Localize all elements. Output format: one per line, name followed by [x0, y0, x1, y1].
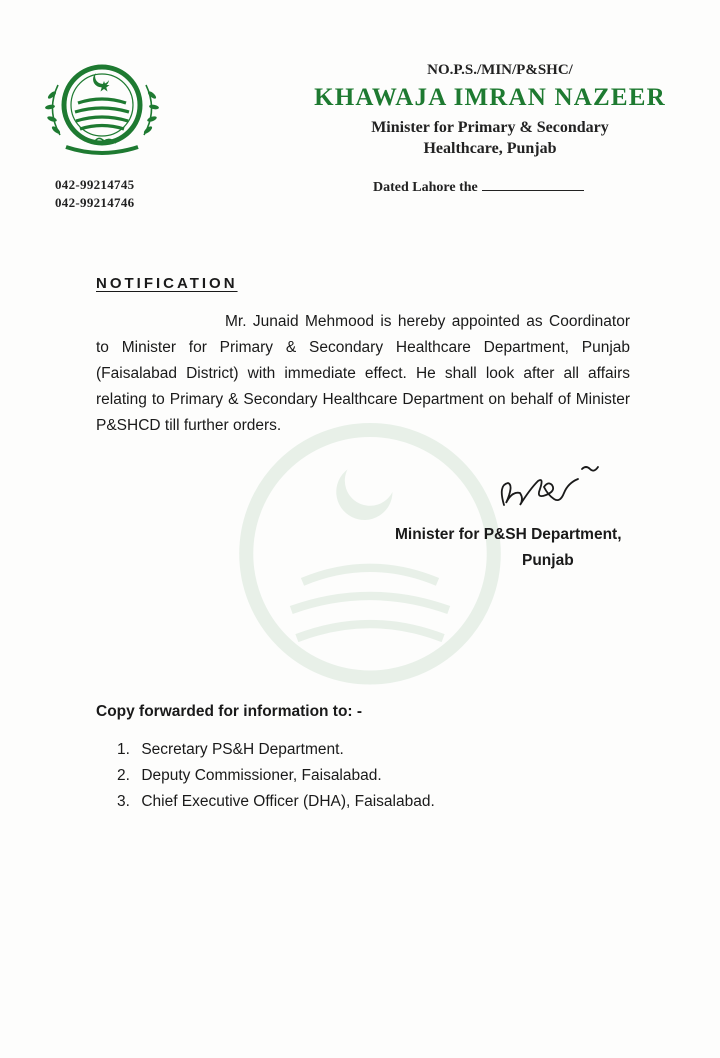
minister-title-line: Healthcare, Punjab — [423, 140, 557, 157]
reference-number: NO.P.S./MIN/P&SHC/ — [427, 62, 573, 78]
list-item — [117, 789, 435, 815]
list-item-number: 1. — [117, 741, 130, 758]
minister-title-line: Minister for Primary & Secondary — [371, 119, 609, 136]
list-item — [117, 763, 435, 789]
copy-forwarded-heading: Copy forwarded for information to: - — [96, 703, 363, 720]
notification-heading: NOTIFICATION — [96, 275, 238, 292]
signatory-title: Minister for P&SH Department, — [395, 526, 622, 543]
list-item-number: 3. — [117, 793, 130, 810]
minister-name: KHAWAJA IMRAN NAZEER — [314, 84, 666, 111]
phone-number: 042-99214746 — [55, 195, 135, 210]
date-blank-line — [482, 190, 584, 191]
list-item-text: Deputy Commissioner, Faisalabad. — [141, 767, 382, 784]
dated-label: Dated Lahore the — [373, 180, 478, 195]
dated-field — [373, 180, 584, 196]
notification-body — [96, 309, 630, 439]
signatory-block — [395, 522, 622, 574]
signatory-province: Punjab — [522, 552, 574, 569]
list-item-number: 2. — [117, 767, 130, 784]
government-of-punjab-emblem — [38, 55, 166, 167]
letterhead-header — [300, 62, 680, 159]
minister-title — [300, 117, 680, 159]
list-item-text: Chief Executive Officer (DHA), Faisalabad. — [141, 793, 435, 810]
phone-numbers — [55, 176, 134, 212]
phone-number: 042-99214745 — [55, 177, 135, 192]
list-item — [117, 737, 435, 763]
notification-body-text: Mr. Junaid Mehmood is hereby appointed as Coordinator to Minister for Primary & Secondary Healthcare Department, Punjab (Faisalabad District) with immediate effect. He shall look after all affairs relating to Primary & Secondary Healthcare Department on behalf of Minister P&SHCD till further orders. — [96, 313, 630, 434]
list-item-text: Secretary PS&H Department. — [141, 741, 344, 758]
handwritten-signature — [490, 455, 610, 525]
copy-recipient-list — [117, 737, 435, 815]
